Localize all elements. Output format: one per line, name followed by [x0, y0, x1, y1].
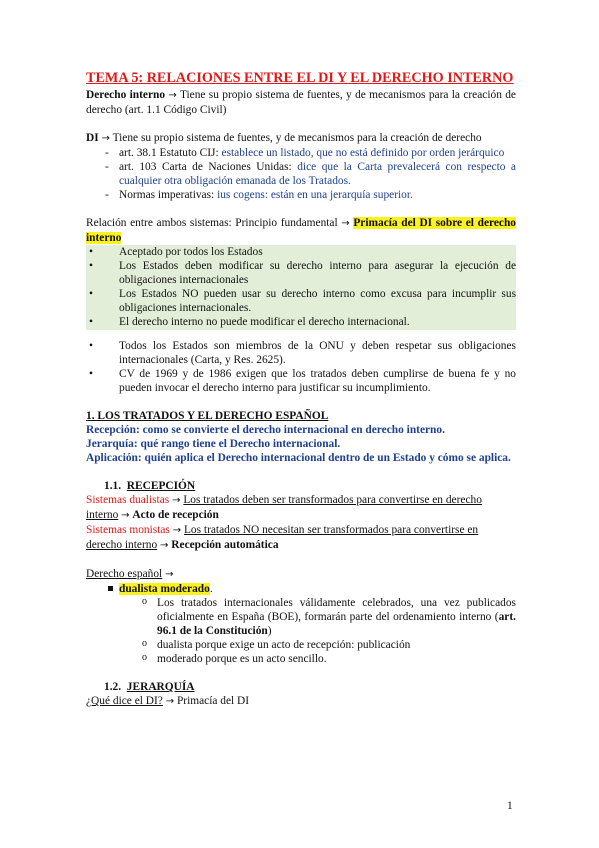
arrow-icon: → [168, 90, 177, 101]
section-1-2-heading: 1.2. JERARQUÍA [104, 681, 195, 693]
list-item: • CV de 1969 y de 1986 exigen que los tratados deben cumplirse de buena fe y no pueden invocar el derecho interno para justificar su incumplimiento. [86, 367, 516, 395]
dualist-text: Los tratados deben ser transformados para convertirse en derecho interno [86, 494, 482, 521]
arrow-icon: → [172, 525, 182, 536]
answer-text: Primacía del DI [176, 695, 250, 707]
recepcion-definition: Recepción: como se convierte el derecho internacional en derecho interno. [86, 424, 445, 436]
principle-list [86, 245, 516, 329]
arrow-icon: → [172, 495, 181, 506]
monist-result: Recepción automática [171, 539, 279, 551]
obligations-list [86, 339, 516, 395]
relacion-text: Relación entre ambos sistemas: Principio fundamental [86, 217, 338, 229]
aplicacion-definition: Aplicación: quién aplica el Derecho internacional dentro de un Estado y cómo se aplica. [86, 452, 511, 464]
paragraph-di [86, 131, 516, 146]
list-item: dualista moderado. [86, 582, 516, 596]
primacia-highlight: Primacía del DI sobre el derecho interno [86, 217, 516, 244]
spanish-law-sublist [86, 596, 516, 666]
spanish-law [86, 567, 516, 582]
dualist-result: Acto de recepción [132, 509, 219, 521]
derecho-interno-text: Tiene su propio sistema de fuentes, y de mecanismos para la creación de derecho (art. 1.1 Código Civil) [86, 89, 516, 116]
di-sources-list [86, 146, 516, 202]
list-item: • El derecho interno no puede modificar el derecho internacional. [86, 315, 516, 329]
list-item: • Aceptado por todos los Estados [86, 245, 516, 259]
green-box [86, 245, 516, 330]
monist-label: Sistemas monistas [86, 524, 170, 536]
arrow-icon: → [165, 569, 174, 580]
list-item: o Los tratados internacionales válidamente celebrados, una vez publicados oficialmente en España (BOE), formarán parte del ordenamiento interno (art. 96.1 de la Constitución) [86, 596, 516, 638]
paragraph-relacion [86, 216, 516, 245]
list-item: • Los Estados NO pueden usar su derecho interno como excusa para incumplir sus obligaciones internacionales. [86, 287, 516, 315]
spanish-label: Derecho español [86, 568, 163, 580]
dualist-label: Sistemas dualistas [86, 494, 170, 506]
page-number: 1 [507, 800, 513, 812]
arrow-icon: → [160, 540, 169, 551]
list-item: - art. 38.1 Estatuto CIJ: establece un listado, que no está definido por orden jerárquico [86, 146, 516, 160]
list-item: • Los Estados deben modificar su derecho interno para asegurar la ejecución de obligaciones internacionales [86, 259, 516, 287]
term-derecho-interno: Derecho interno [86, 89, 166, 101]
document-page [86, 70, 516, 709]
jerarquia-definition: Jerarquía: qué rango tiene el Derecho internacional. [86, 438, 341, 450]
section-1-heading: 1. LOS TRATADOS Y EL DERECHO ESPAÑOL [86, 410, 329, 422]
jerarquia-question [86, 694, 516, 709]
spanish-law-list [86, 582, 516, 596]
arrow-icon: → [341, 218, 350, 229]
document-title: TEMA 5: RELACIONES ENTRE EL DI Y EL DERECHO INTERNO [86, 70, 514, 86]
arrow-icon: → [101, 133, 110, 144]
monist-systems [86, 523, 516, 553]
section-1-1-heading: 1.1. RECEPCIÓN [104, 480, 196, 492]
dualist-systems [86, 493, 516, 523]
arrow-icon: → [165, 696, 175, 707]
term-di: DI [86, 132, 99, 144]
question-text: ¿Qué dice el DI? [86, 695, 163, 707]
monist-text: Los tratados NO necesitan ser transformados para convertirse en derecho interno [86, 524, 479, 551]
list-item: - art. 103 Carta de Naciones Unidas: dice que la Carta prevalecerá con respecto a cualquier otra obligación emanada de los Tratados. [86, 160, 516, 188]
di-text: Tiene su propio sistema de fuentes, y de mecanismos para la creación de derecho [112, 132, 482, 144]
list-item: o moderado porque es un acto sencillo. [86, 652, 516, 666]
list-item: - Normas imperativas: ius cogens: están en una jerarquía superior. [86, 188, 516, 202]
paragraph-derecho-interno [86, 88, 516, 117]
arrow-icon: → [121, 510, 130, 521]
list-item: • Todos los Estados son miembros de la ONU y deben respetar sus obligaciones internacionales (Carta, y Res. 2625). [86, 339, 516, 367]
list-item: o dualista porque exige un acto de recepción: publicación [86, 638, 516, 652]
